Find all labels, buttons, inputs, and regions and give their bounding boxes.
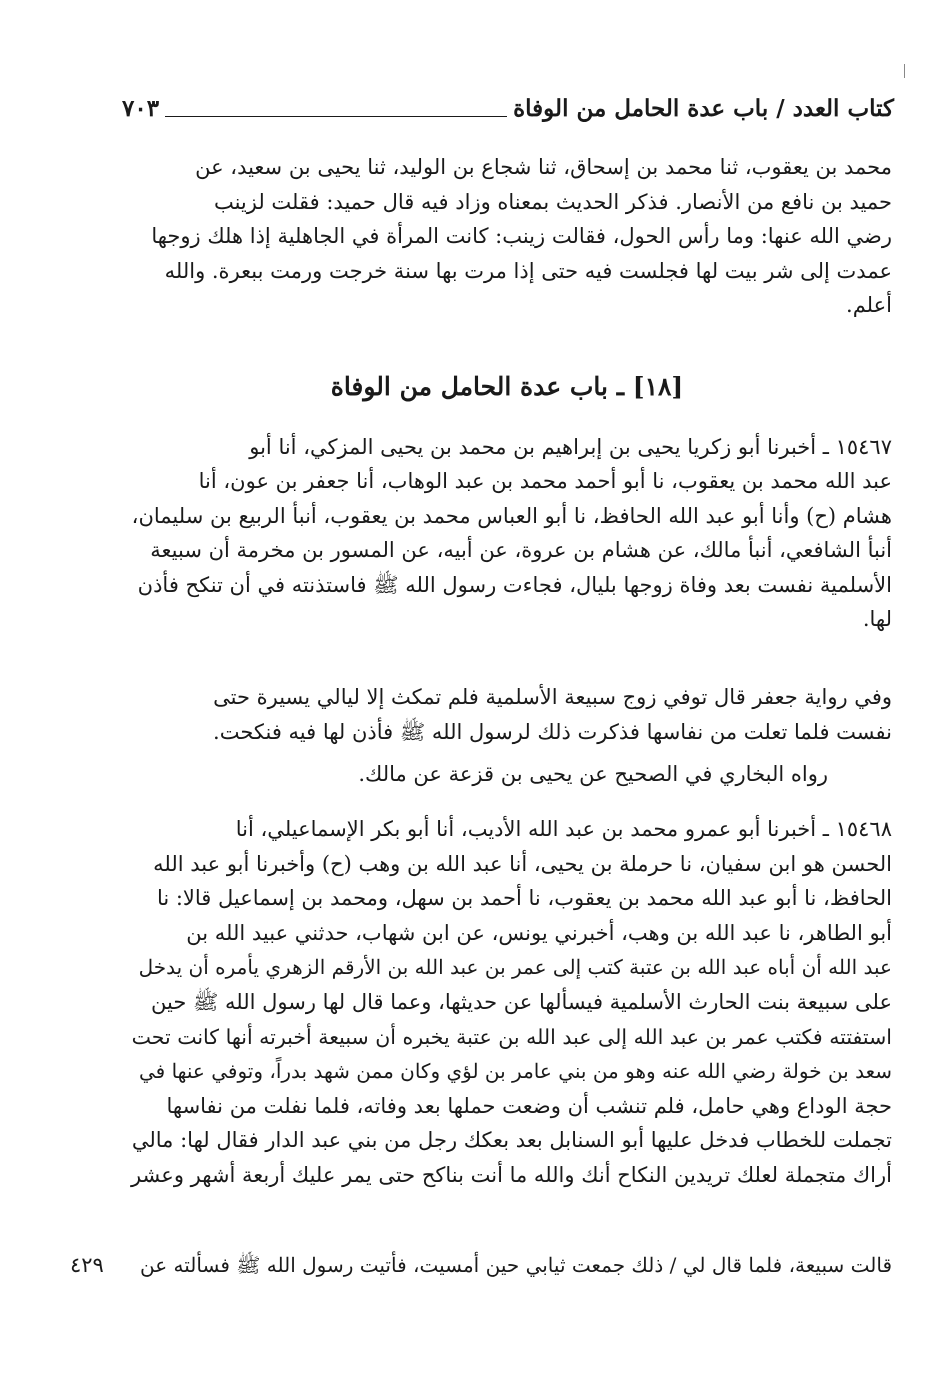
page-number: ٧٠٣	[122, 95, 160, 122]
text-line: أبو الطاهر، نا عبد الله بن وهب، أخبرني يونس، عن ابن شهاب، حدثني عبيد الله بن	[186, 920, 892, 945]
text-line: حميد بن نافع من الأنصار. فذكر الحديث بمعناه وزاد فيه قال حميد: فقلت لزينب	[213, 189, 892, 214]
text-line: عمدت إلى شر بيت لها فجلست فيه حتى إذا مرت بها سنة خرجت ورمت ببعرة. والله	[164, 258, 892, 283]
text-line: الأسلمية نفست بعد وفاة زوجها بليال، فجاءت رسول الله ﷺ فاستذنته في أن تنكح فأذن	[137, 572, 892, 597]
running-header	[122, 84, 894, 120]
text-line: قالت سبيعة، فلما قال لي / ذلك جمعت ثيابي حين أمسيت، فأتيت رسول الله ﷺ فسألته عن	[140, 1253, 892, 1277]
text-line: سعد بن خولة رضي الله عنه وهو من بني عامر بن لؤي وكان ممن شهد بدراً، وتوفي عنها في	[139, 1059, 892, 1084]
margin-page-reference: ٤٢٩	[70, 1253, 104, 1277]
paragraph-jafar-narration	[122, 680, 892, 749]
text-line: أراك متجملة لعلك تريدين النكاح أنك والله ما أنت بناكح حتى يمر عليك أربعة أشهر وعشر	[130, 1162, 892, 1187]
text-line: هشام (ح) وأنا أبو عبد الله الحافظ، نا أبو العباس محمد بن يعقوب، أنبأ الربيع بن سليمان،	[131, 503, 892, 528]
text-line: رضي الله عنها: وما رأس الحول، فقالت زينب: كانت المرأة في الجاهلية إذا هلك زوجها	[151, 224, 892, 249]
text-line: أنبأ الشافعي، أنبأ مالك، عن هشام بن عروة، عن أبيه، عن المسور بن مخرمة أن سبيعة	[150, 538, 892, 563]
text-line: الحسن هو ابن سفيان، نا حرملة بن يحيى، أنا عبد الله بن وهب (ح) وأخبرنا أبو عبد الله	[153, 851, 892, 876]
text-line: عبد الله أن أباه عبد الله بن عتبة كتب إلى عمر بن عبد الله بن الأرقم الزهري يأمره أن يدخل	[138, 955, 892, 980]
paragraph-hadith-15468	[122, 812, 892, 1193]
text-line: على سبيعة بنت الحارث الأسلمية فيسألها عن حديثها، وعما قال لها رسول الله ﷺ حين	[151, 989, 892, 1014]
text-line: أعلم.	[846, 293, 892, 318]
text-line: عبد الله محمد بن يعقوب، نا أبو أحمد محمد بن عبد الوهاب، أنا جعفر بن عون، أنا	[198, 469, 892, 494]
text-line: حجة الوداع وهي حامل، فلم تنشب أن وضعت حملها بعد وفاته، فلما نفلت من نفاسها	[166, 1093, 892, 1118]
text-line: نفست فلما تعلت من نفاسها فذكرت ذلك لرسول الله ﷺ فأذن لها فيه فنكحت.	[213, 719, 892, 744]
paragraph-1	[122, 150, 892, 323]
bukhari-attribution: رواه البخاري في الصحيح عن يحيى بن قزعة عن مالك.	[358, 762, 828, 786]
text-line: الحافظ، نا أبو عبد الله محمد بن يعقوب، نا أحمد بن سهل، ومحمد بن إسماعيل قالا: نا	[156, 886, 892, 911]
paragraph-hadith-15467	[122, 430, 892, 636]
text-line: استفتته فكتب عمر بن عبد الله إلى عبد الله بن عتبة يخبره أن سبيعة أخبرته أنها كانت تحت	[131, 1024, 892, 1049]
text-line: وفي رواية جعفر قال توفي زوج سبيعة الأسلمية فلم تمكث إلا ليالي يسيرة حتى	[213, 685, 892, 709]
text-line: ١٥٤٦٧ ـ أخبرنا أبو زكريا يحيى بن إبراهيم بن محمد بن يحيى المزكي، أنا أبو	[249, 435, 892, 459]
text-line: تجملت للخطاب فدخل عليها أبو السنابل بعد بعكك رجل من بني عبد الدار فقال لها: مالي	[131, 1128, 892, 1153]
text-line: لها.	[862, 607, 892, 632]
text-line: محمد بن يعقوب، ثنا محمد بن إسحاق، ثنا شجاع بن الوليد، ثنا يحيى بن سعيد، عن	[195, 155, 892, 179]
text-line: ١٥٤٦٨ ـ أخبرنا أبو عمرو محمد بن عبد الله الأديب، أنا أبو بكر الإسماعيلي، أنا	[235, 817, 892, 841]
chapter-title: [١٨] ـ باب عدة الحامل من الوفاة	[330, 372, 684, 401]
final-line-row	[70, 1253, 892, 1282]
header-title: كتاب العدد / باب عدة الحامل من الوفاة	[513, 95, 894, 122]
header-rule	[165, 116, 507, 117]
margin-mark	[904, 64, 905, 78]
